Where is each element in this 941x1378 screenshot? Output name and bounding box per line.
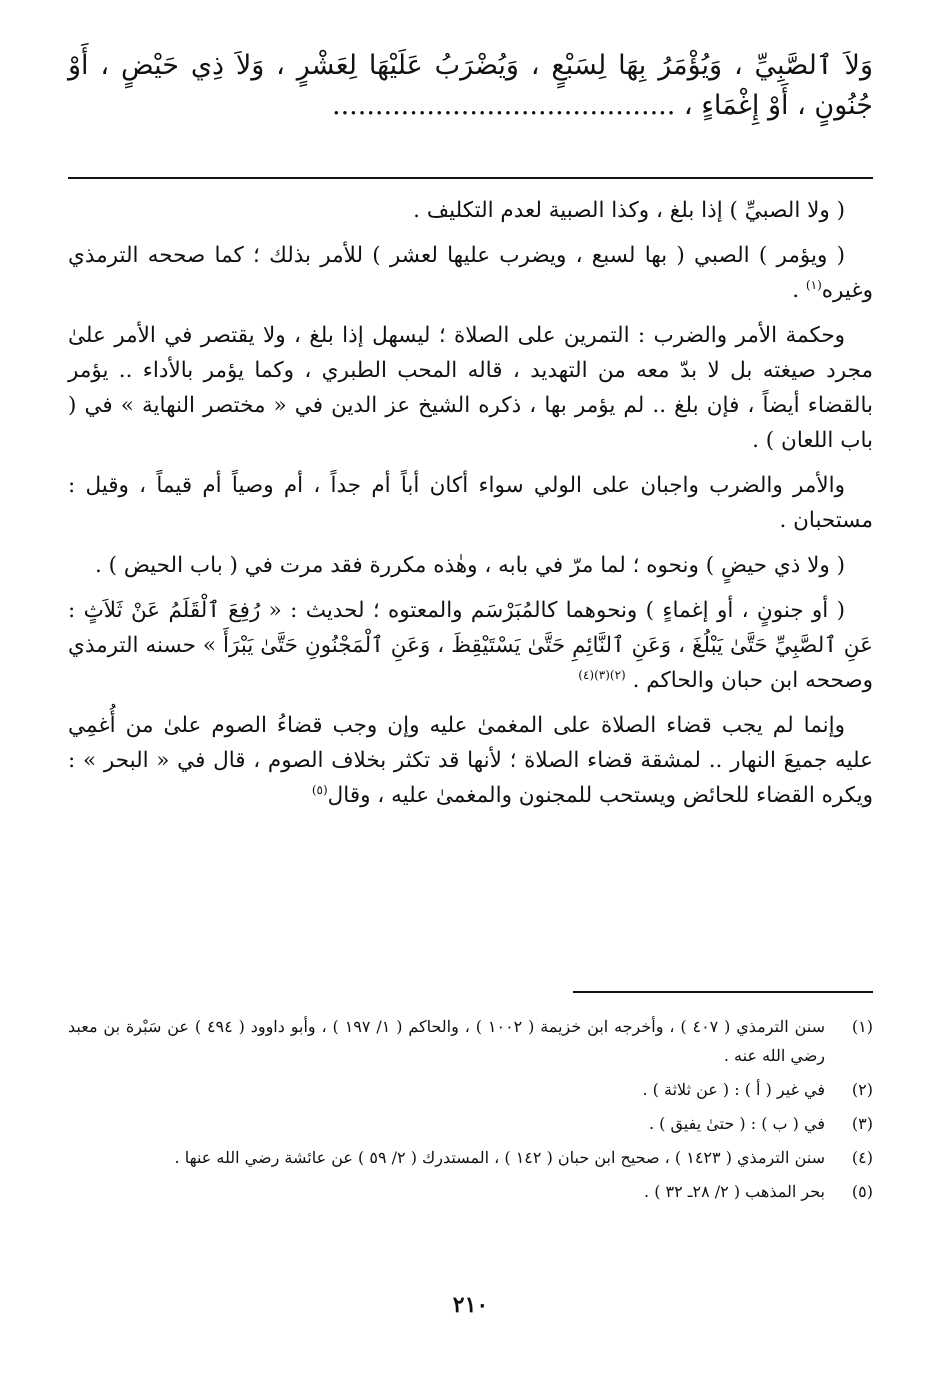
footnote-number: (٥) (851, 1182, 873, 1201)
footnotes (68, 1012, 873, 1211)
footnote-text: في ( ب ) : ( حتىٰ يفيق ) . (648, 1114, 825, 1133)
footnote-ref[interactable]: (٥) (311, 782, 328, 797)
footnote-number: (٤) (851, 1148, 873, 1167)
commentary-paragraph: ( أو جنونٍ ، أو إغماءٍ ) ونحوهما كالمُبَرْسَم والمعتوه ؛ لحديث : « رُفِعَ ٱلْقَلَمُ عَنْ ثَلاَثٍ : عَنِ ٱلصَّبِيِّ حَتَّىٰ يَبْلُغَ ، وَعَنِ ٱلنَّائِمِ حَتَّىٰ يَسْتَيْقِظَ ، وَعَنِ ٱلْمَجْنُونِ حَتَّىٰ يَبْرَأَ » حسنه الترمذي وصححه ابن حبان والحاكم . $^{(٢)(٣)(٤)}$ (68, 598, 873, 693)
commentary-paragraph: والأمر والضرب واجبان على الولي سواء أكان أباً أم جداً ، أم وصياً أم قيماً ، وقيل : مستحبان . (68, 473, 873, 533)
footnote-ref[interactable]: (٣) (594, 667, 610, 682)
footnote-ref[interactable]: (٢) (609, 667, 626, 682)
page-number: ٢١٠ (452, 1292, 489, 1318)
main-text (68, 46, 873, 126)
footnotes-separator (573, 991, 873, 993)
footnote-ref[interactable]: (١) (805, 277, 822, 292)
footnote-text: بحر المذهب ( ٢/ ٢٨ـ ٣٢ ) . (644, 1182, 825, 1201)
footnote-text: سنن الترمذي ( ٤٠٧ ) ، وأخرجه ابن خزيمة ( ١٠٠٢ ) ، والحاكم ( ١/ ١٩٧ ) ، وأبو داوود ( ٤٩٤ ) عن سَبْرة بن معبد رضي الله عنه . (68, 1017, 826, 1065)
commentary (68, 193, 873, 823)
footnote-number: (٢) (851, 1080, 873, 1099)
commentary-paragraph: ( ولا الصبيِّ ) إذا بلغ ، وكذا الصبية لعدم التكليف . (413, 198, 845, 223)
footnote (68, 1012, 873, 1070)
footnote (68, 1109, 873, 1138)
separator-line (68, 177, 873, 179)
footnote (68, 1075, 873, 1104)
footnote (68, 1177, 873, 1206)
footnote-text: سنن الترمذي ( ١٤٢٣ ) ، صحيح ابن حبان ( ١٤٢ ) ، المستدرك ( ٢/ ٥٩ ) عن عائشة رضي الله عنها . (174, 1148, 825, 1167)
footnote-ref[interactable]: (٤) (578, 667, 595, 682)
ellipsis-dots: ........................................ (332, 90, 676, 121)
commentary-paragraph: ( ويؤمر ) الصبي ( بها لسبع ، ويضرب عليها لعشر ) للأمر بذلك ؛ كما صححه الترمذي وغيره$^{(١)}$ . (68, 243, 873, 303)
footnote-number: (٣) (851, 1114, 873, 1133)
footnote-number: (١) (851, 1017, 873, 1036)
commentary-paragraph: ( ولا ذي حيضٍ ) ونحوه ؛ لما مرّ في بابه ، وهٰذه مكررة فقد مرت في ( باب الحيض ) . (94, 553, 845, 578)
commentary-paragraph: وحكمة الأمر والضرب : التمرين على الصلاة ؛ ليسهل إذا بلغ ، ولا يقتصر في الأمر علىٰ مجرد صيغته بل لا بدّ معه من التهديد ، قاله المحب الطبري ، وكما يؤمر بالأداء .. يؤمر بالقضاء أيضاً ، فإن بلغ .. لم يؤمر بها ، ذكره الشيخ عز الدين في « مختصر النهاية » في ( باب اللعان ) . (68, 323, 873, 453)
main-text-body: وَلاَ ٱلصَّبِيِّ ، وَيُؤْمَرُ بِهَا لِسَبْعٍ ، وَيُضْرَبُ عَلَيْهَا لِعَشْرٍ ، وَلاَ ذِي حَيْضٍ ، أَوْ جُنُونٍ ، أَوْ إِغْمَاءٍ ، (68, 50, 873, 121)
footnote-text: في غير ( أ ) : ( عن ثلاثة ) . (642, 1080, 825, 1099)
footnote (68, 1143, 873, 1172)
commentary-paragraph: وإنما لم يجب قضاء الصلاة على المغمىٰ عليه وإن وجب قضاءُ الصوم علىٰ من أُغمِي عليه جميعَ النهار .. لمشقة قضاء الصلاة ؛ لأنها قد تكثر بخلاف الصوم ، قال في « البحر » : ويكره القضاء للحائض ويستحب للمجنون والمغمىٰ عليه ، وقال$^{(٥)}$ (68, 713, 873, 808)
